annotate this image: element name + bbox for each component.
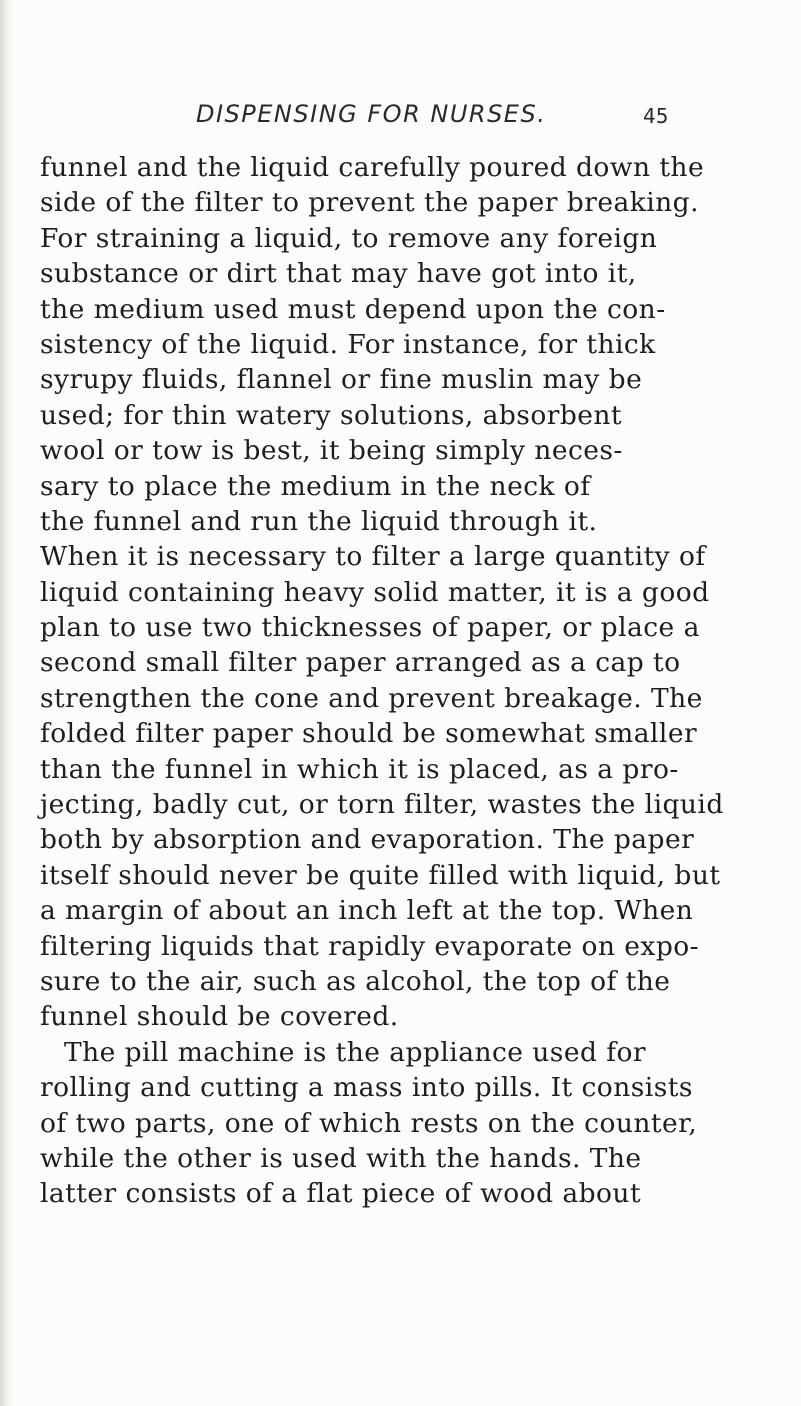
text-line: itself should never be quite filled with liquid, but bbox=[40, 859, 721, 891]
text-line: funnel should be covered. bbox=[40, 1001, 399, 1033]
text-line: jecting, badly cut, or torn filter, wastes the liquid bbox=[40, 789, 724, 821]
text-line: When it is necessary to filter a large quantity of bbox=[40, 541, 706, 573]
body-text bbox=[40, 150, 740, 1212]
text-line: second small filter paper arranged as a cap to bbox=[40, 647, 681, 679]
text-line: substance or dirt that may have got into it, bbox=[40, 258, 637, 290]
text-line: side of the filter to prevent the paper breaking. bbox=[40, 187, 699, 219]
text-line: rolling and cutting a mass into pills. It consists bbox=[40, 1072, 693, 1104]
text-line: sistency of the liquid. For instance, for thick bbox=[40, 328, 656, 360]
text-line: of two parts, one of which rests on the counter, bbox=[40, 1107, 698, 1139]
text-line: plan to use two thicknesses of paper, or place a bbox=[40, 612, 700, 644]
page-number: 45 bbox=[643, 104, 669, 128]
running-head-title: DISPENSING FOR NURSES. bbox=[196, 100, 547, 128]
text-line: sary to place the medium in the neck of bbox=[40, 470, 591, 502]
text-line: the medium used must depend upon the con- bbox=[40, 293, 666, 325]
text-line: sure to the air, such as alcohol, the top of the bbox=[40, 965, 671, 997]
text-line: than the funnel in which it is placed, as a pro- bbox=[40, 753, 679, 785]
text-line: For straining a liquid, to remove any foreign bbox=[40, 222, 658, 254]
text-line: liquid containing heavy solid matter, it is a good bbox=[40, 576, 710, 608]
text-line: the funnel and run the liquid through it. bbox=[40, 505, 598, 537]
text-line: filtering liquids that rapidly evaporate on expo- bbox=[40, 930, 700, 962]
paragraph-start-line: The pill machine is the appliance used for bbox=[64, 1036, 647, 1068]
text-line: funnel and the liquid carefully poured down the bbox=[40, 152, 705, 183]
text-line: both by absorption and evaporation. The paper bbox=[40, 824, 695, 856]
text-line: strengthen the cone and prevent breakage. The bbox=[40, 682, 703, 714]
text-line: syrupy fluids, flannel or fine muslin may be bbox=[40, 364, 643, 396]
text-line: used; for thin watery solutions, absorbent bbox=[40, 399, 623, 431]
text-line: a margin of about an inch left at the top. When bbox=[40, 895, 694, 927]
text-line: folded filter paper should be somewhat smaller bbox=[40, 718, 698, 750]
text-line: latter consists of a flat piece of wood about bbox=[40, 1178, 642, 1210]
text-line: while the other is used with the hands. The bbox=[40, 1142, 642, 1174]
page-gutter-shadow bbox=[0, 0, 14, 1406]
text-line: wool or tow is best, it being simply neces- bbox=[40, 435, 623, 467]
